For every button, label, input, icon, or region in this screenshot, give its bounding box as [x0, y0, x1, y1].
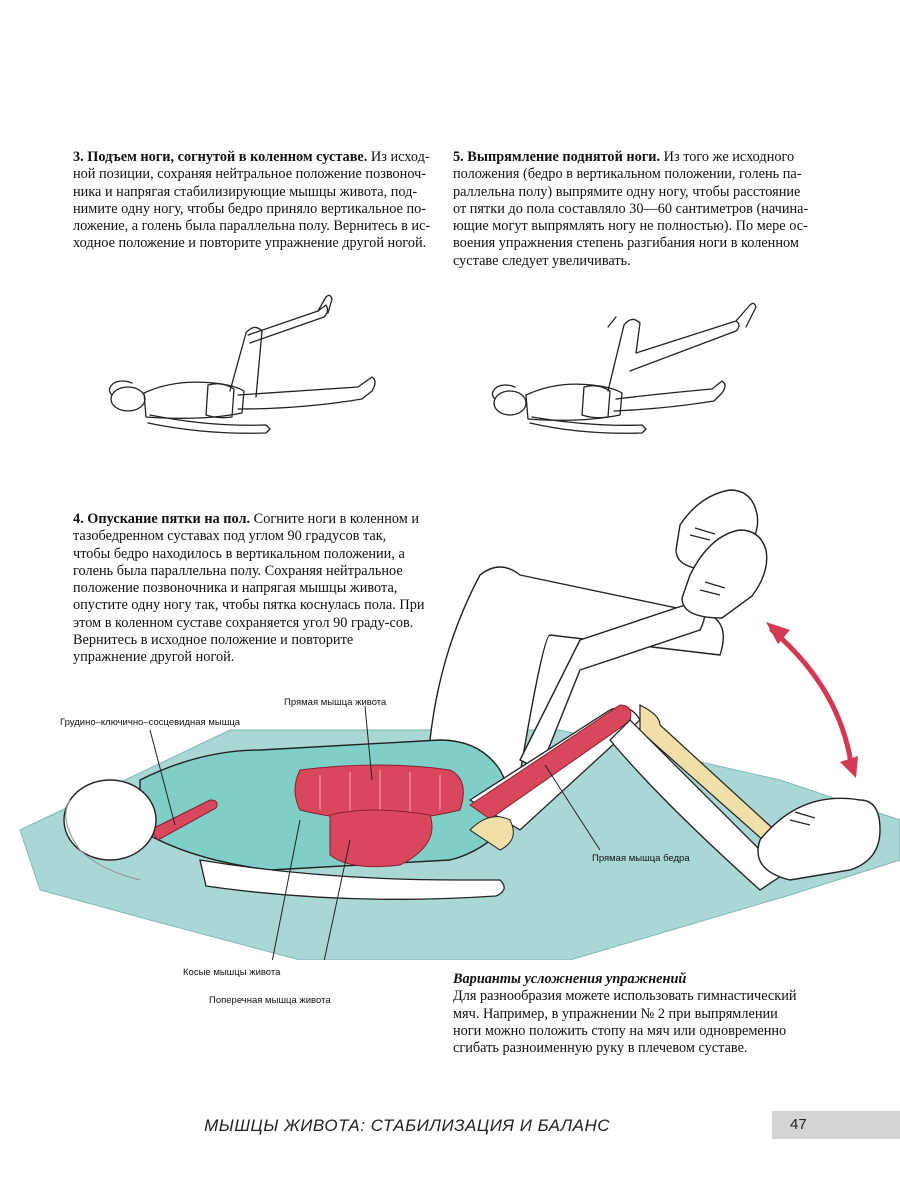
exercise-3-body: Из исход-ной позиции, сохраняя нейтральное положение позвоноч-ника и напрягая стабилизирующие мышцы живота, под-нимите одну ногу, чтобы бедро приняло вертикальное по-ложение, а голень была параллельна полу. Вернитесь в ис-ходное положение и повторите упражнение другой ногой. [73, 149, 431, 252]
variants-section [453, 971, 808, 1057]
exercise-3-text [73, 149, 433, 253]
variants-title: Варианты усложнения упражнений [453, 971, 687, 987]
running-footer-title: МЫШЦЫ ЖИВОТА: СТАБИЛИЗАЦИЯ И БАЛАНС [204, 1116, 610, 1135]
exercise-3-illustration [90, 285, 410, 445]
exercise-5-title: 5. Выпрямление поднятой ноги. [453, 149, 661, 165]
exercise-5-text [453, 149, 813, 270]
exercise-4-title: 4. Опускание пятки на пол. [73, 511, 251, 527]
movement-arrow [772, 630, 852, 770]
page-number: 47 [790, 1116, 807, 1133]
exercise-4-body: Согните ноги в коленном и тазобедренном суставах под углом 90 градусов так, чтобы бедро находилось в вертикальном положении, а голень была параллельна полу. Сохраняя нейтральное положение позвоночника и напрягая мышцы живота, опустите одну ногу так, чтобы пятка коснулась пола. При этом в коленном суставе сохраняется угол 90 граду-сов. Вернитесь в исходное положение и повторите упражнение другой ногой. [73, 511, 425, 666]
label-rectus-femoris: Прямая мышца бедра [592, 853, 690, 864]
variants-body: Для разнообразия можете использовать гимнастический мяч. Например, в упражнении № 2 при выпрямлении ноги можно положить стопу на мяч или одновременно сгибать разноименную руку в плечевом суставе. [453, 988, 797, 1057]
label-obliques: Косые мышцы живота [183, 967, 281, 978]
exercise-5-body: Из того же исходного положения (бедро в вертикальном положении, голень па-раллельна полу) выпрямите одну ногу, чтобы расстояние от пятки до пола составляло 30—60 сантиметров (начина-ющие могут выпрямлять ногу не полностью). По мере ос-воения упражнения степень разгибания ноги в коленном суставе следует увеличивать. [453, 149, 809, 269]
exercise-5-illustration [480, 295, 780, 445]
label-scm: Грудино–ключично–сосцевидная мышца [60, 717, 241, 728]
label-transverse: Поперечная мышца живота [209, 995, 331, 1006]
exercise-3-title: 3. Подъем ноги, согнутой в коленном суставе. [73, 149, 368, 165]
label-rectus-abdominis: Прямая мышца живота [284, 697, 387, 708]
